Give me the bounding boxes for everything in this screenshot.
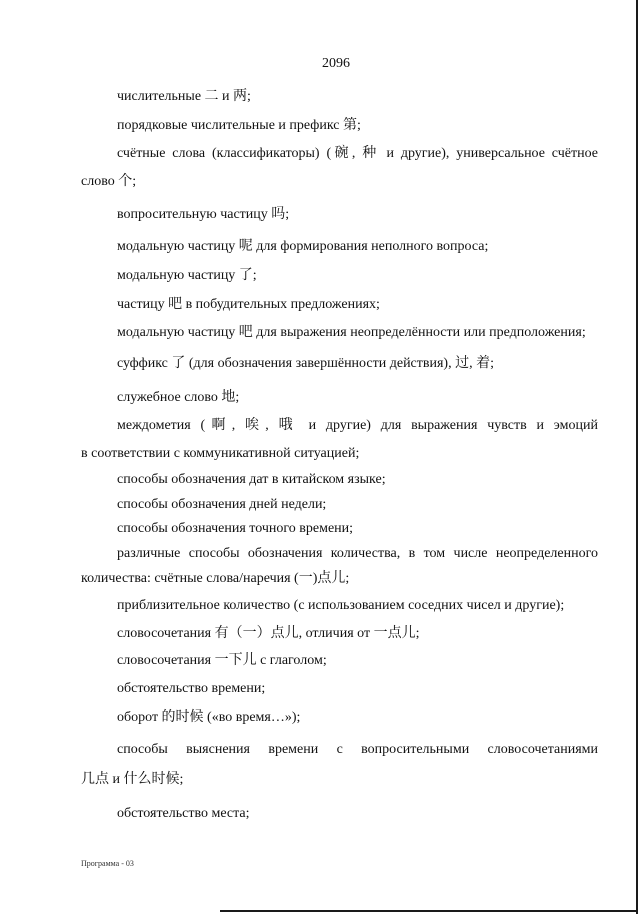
text-line: служебное слово 地; [117,390,240,405]
text-line: способы выяснения времени с вопросительными словосочетаниями [117,742,598,757]
text-line: словосочетания 有（一）点儿, отличия от 一点儿; [117,626,420,641]
text-line: способы обозначения точного времени; [117,521,354,536]
text-line: обстоятельство места; [117,806,250,821]
page-border-right [636,0,638,914]
text-line: 几点 и 什么时候; [81,772,184,787]
text-line: количества: счётные слова/наречия (一)点儿; [81,571,350,586]
text-line: модальную частицу 吧 для выражения неопределённости или предположения; [117,325,586,340]
text-line: частицу 吧 в побудительных предложениях; [117,297,380,312]
text-line: счётные слова (классификаторы) (碗, 种 и другие), универсальное счётное [117,146,598,161]
text-line: способы обозначения дней недели; [117,497,327,512]
text-line: слово 个; [81,174,137,189]
text-line: суффикс 了 (для обозначения завершённости действия), 过, 着; [117,356,494,371]
text-line: словосочетания 一下儿 с глаголом; [117,653,327,668]
text-line: числительные 二 и 两; [117,89,251,104]
page-border-bottom [220,910,638,912]
footer-note: Программа - 03 [81,859,134,868]
text-line: приблизительное количество (с использованием соседних чисел и другие); [117,598,565,613]
page-number: 2096 [322,56,350,71]
text-line: междометия (啊, 唉, 哦 и другие) для выражения чувств и эмоций [117,418,598,433]
text-line: модальную частицу 了; [117,268,257,283]
text-line: в соответствии с коммуникативной ситуацией; [81,446,360,461]
text-line: различные способы обозначения количества, в том числе неопределенного [117,546,598,561]
text-line: модальную частицу 呢 для формирования неполного вопроса; [117,239,489,254]
text-line: способы обозначения дат в китайском языке; [117,472,386,487]
text-line: обстоятельство времени; [117,681,266,696]
text-line: порядковые числительные и префикс 第; [117,118,361,133]
text-line: вопросительную частицу 吗; [117,207,290,222]
text-line: оборот 的时候 («во время…»); [117,710,301,725]
